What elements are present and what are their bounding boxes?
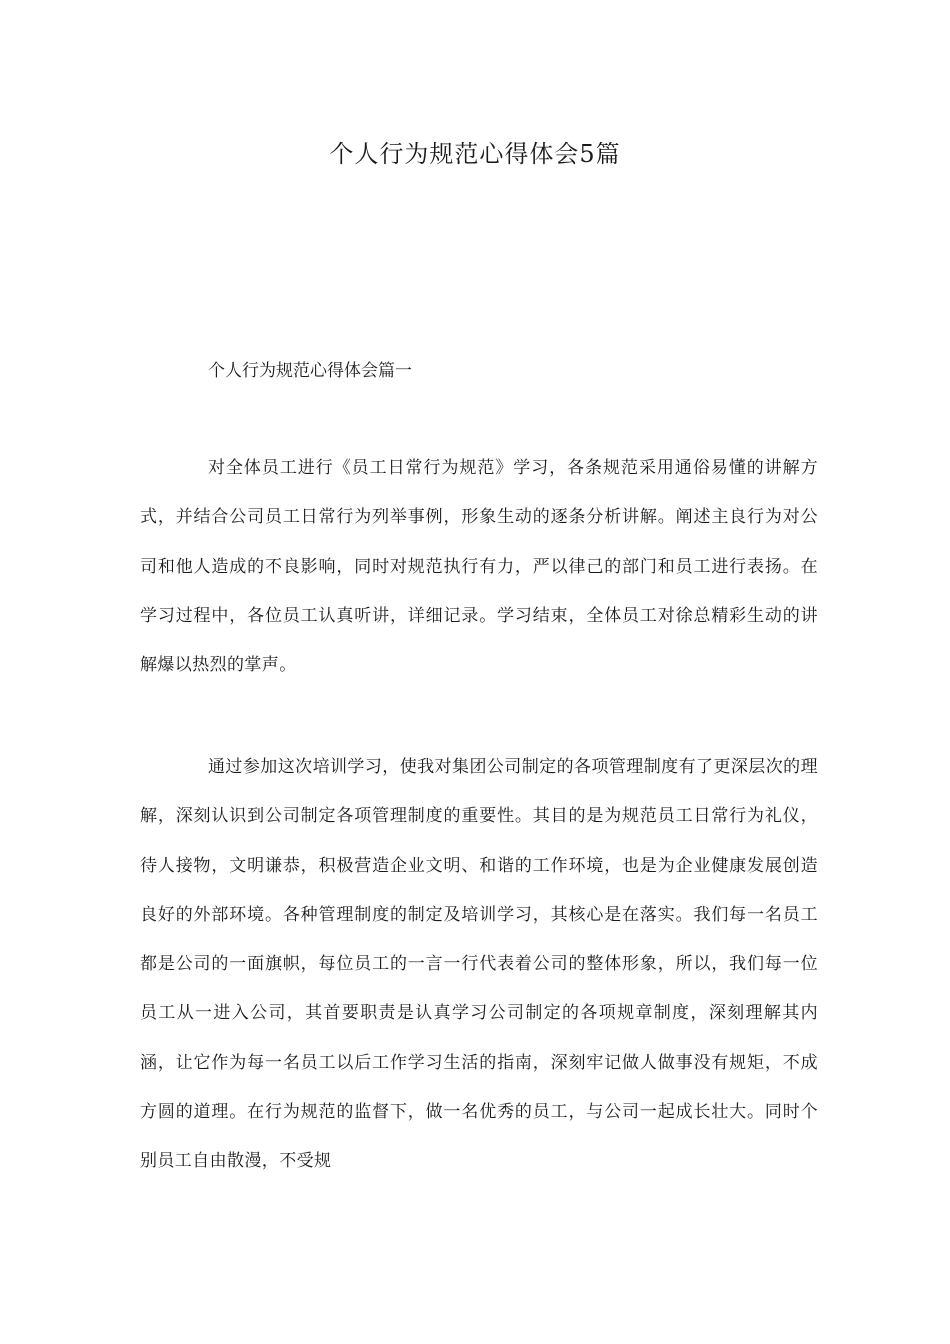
paragraph-2: 通过参加这次培训学习，使我对集团公司制定的各项管理制度有了更深层次的理解，深刻认识到公司制定各项管理制度的重要性。其目的是为规范员工日常行为礼仪，待人接物，文明谦恭，积极营造企业文明、和谐的工作环境，也是为企业健康发展创造良好的外部环境。各种管理制度的制定及培训学习，其核心是在落实。我们每一名员工都是公司的一面旗帜，每位员工的一言一行代表着公司的整体形象，所以，我们每一位员工从一进入公司，其首要职责是认真学习公司制定的各项规章制度，深刻理解其内涵，让它作为每一名员工以后工作学习生活的指南，深刻牢记做人做事没有规矩，不成方圆的道理。在行为规范的监督下，做一名优秀的员工，与公司一起成长壮大。同时个别员工自由散漫，不受规 [140, 757, 818, 1172]
paragraph-1: 对全体员工进行《员工日常行为规范》学习，各条规范采用通俗易懂的讲解方式，并结合公司员工日常行为列举事例，形象生动的逐条分析讲解。阐述主良行为对公司和他人造成的不良影响，同时对规范执行有力，严以律己的部门和员工进行表扬。在学习过程中，各位员工认真听讲，详细记录。学习结束，全体员工对徐总精彩生动的讲解爆以热烈的掌声。 [140, 458, 818, 676]
section-heading: 个人行为规范心得体会篇一 [208, 361, 412, 381]
document-title: 个人行为规范心得体会5篇 [329, 140, 621, 168]
